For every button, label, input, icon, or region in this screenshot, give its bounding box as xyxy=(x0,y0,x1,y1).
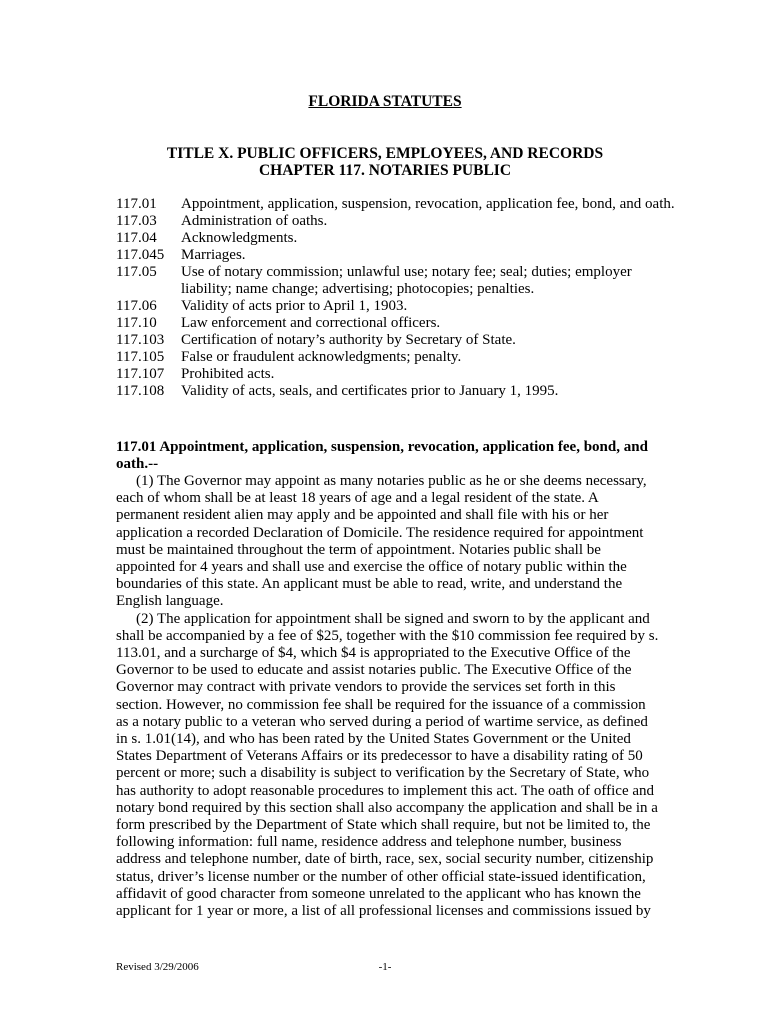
toc-section-number: 117.105 xyxy=(116,349,165,365)
section-body xyxy=(116,473,661,920)
toc-section-number: 117.103 xyxy=(116,332,165,348)
toc-section-title: Appointment, application, suspension, revocation, application fee, bond, and oath. xyxy=(181,196,675,212)
toc-row xyxy=(116,213,676,230)
toc-section-number: 117.06 xyxy=(116,298,157,314)
toc-section-title: Prohibited acts. xyxy=(181,366,275,382)
toc-section-number: 117.107 xyxy=(116,366,165,382)
page-number: -1- xyxy=(378,961,392,973)
toc-section-title: Validity of acts, seals, and certificates prior to January 1, 1995. xyxy=(181,383,559,399)
toc-section-title: False or fraudulent acknowledgments; penalty. xyxy=(181,349,462,365)
toc-section-title: Administration of oaths. xyxy=(181,213,328,229)
toc-section-title: Certification of notary’s authority by Secretary of State. xyxy=(181,332,516,348)
toc-row xyxy=(116,247,676,264)
toc-section-title: Use of notary commission; unlawful use; notary fee; seal; duties; employer liability; name change; advertising; photocopies; penalties. xyxy=(181,264,632,297)
chapter-heading: CHAPTER 117. NOTARIES PUBLIC xyxy=(258,162,512,179)
paragraph: (1) The Governor may appoint as many notaries public as he or she deems necessary, each of whom shall be at least 18 years of age and a legal resident of the state. A permanent resident alien may apply and be appointed and shall file with his or her application a recorded Declaration of Domicile. The residence required for appointment must be maintained throughout the term of appointment. Notaries public shall be appointed for 4 years and shall use and exercise the office of notary public within the boundaries of this state. An applicant must be able to read, write, and understand the English language. xyxy=(116,473,647,610)
toc-section-number: 117.01 xyxy=(116,196,157,212)
title-heading: TITLE X. PUBLIC OFFICERS, EMPLOYEES, AND RECORDS xyxy=(166,145,604,162)
toc-section-number: 117.10 xyxy=(116,315,157,331)
toc-section-number: 117.03 xyxy=(116,213,157,229)
toc-row xyxy=(116,366,676,383)
toc-row xyxy=(116,315,676,332)
toc-section-number: 117.045 xyxy=(116,247,165,263)
toc-section-title: Marriages. xyxy=(181,247,246,263)
toc-row xyxy=(116,383,676,400)
toc-row xyxy=(116,264,676,298)
toc-section-number: 117.04 xyxy=(116,230,157,246)
toc-row xyxy=(116,196,676,213)
toc-section-title: Acknowledgments. xyxy=(181,230,298,246)
paragraph: (2) The application for appointment shall be signed and sworn to by the applicant and shall be accompanied by a fee of $25, together with the $10 commission fee required by s. 113.01, and a surcharge of $4, which $4 is appropriated to the Executive Office of the Governor to be used to educate and assist notaries public. The Executive Office of the Governor may contract with private vendors to provide the services set forth in this section. However, no commission fee shall be required for the issuance of a commission as a notary public to a veteran who served during a period of wartime service, as defined in s. 1.01(14), and who has been rated by the United States Government or the United States Department of Veterans Affairs or its predecessor to have a disability rating of 50 percent or more; such a disability is subject to verification by the Secretary of State, who has authority to adopt reasonable procedures to implement this act. The oath of office and notary bond required by this section shall also accompany the application and shall be in a form prescribed by the Department of State which shall require, but not be limited to, the following information: full name, residence address and telephone number, business address and telephone number, date of birth, race, sex, social security number, citizenship status, driver’s license number or the number of other official state-issued identification, affidavit of good character from someone unrelated to the applicant who has known the applicant for 1 year or more, a list of all professional licenses and commissions issued by xyxy=(116,610,659,920)
toc-section-number: 117.108 xyxy=(116,383,165,399)
toc-row xyxy=(116,298,676,315)
toc-section-number: 117.05 xyxy=(116,264,157,280)
toc-row xyxy=(116,230,676,247)
table-of-contents xyxy=(116,196,676,400)
toc-row xyxy=(116,332,676,349)
toc-section-title: Law enforcement and correctional officers. xyxy=(181,315,441,331)
section-heading: 117.01 Appointment, application, suspension, revocation, application fee, bond, and oath.-- xyxy=(116,439,648,472)
toc-row xyxy=(116,349,676,366)
revision-date: Revised 3/29/2006 xyxy=(116,961,199,973)
document-title: FLORIDA STATUTES xyxy=(308,93,462,110)
toc-section-title: Validity of acts prior to April 1, 1903. xyxy=(181,298,408,314)
